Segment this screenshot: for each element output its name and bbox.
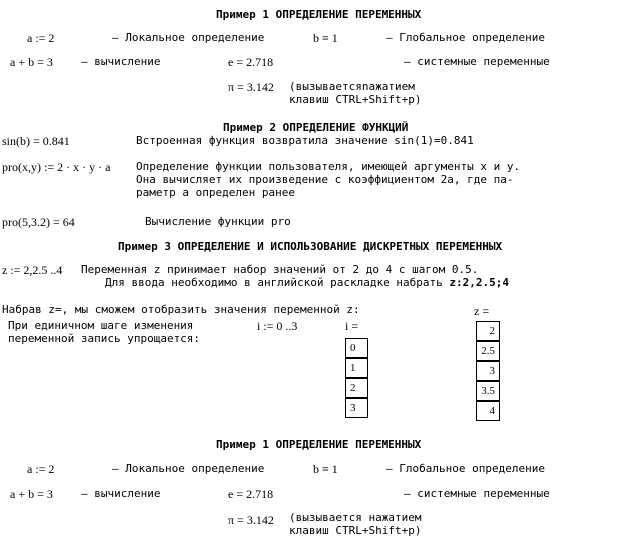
sum-evaluation-repeat-comment: – вычисление: [81, 487, 161, 500]
sum-evaluation[interactable]: a + b = 3: [10, 55, 53, 69]
b-definition-comment: – Глобальное определение: [386, 31, 545, 44]
z-display-label[interactable]: z =: [474, 304, 490, 318]
sum-evaluation-comment: – вычисление: [81, 55, 161, 68]
b-definition-repeat-comment: – Глобальное определение: [386, 462, 545, 475]
pro-function-definition[interactable]: pro(x,y) := 2 · x · y · a: [2, 160, 111, 174]
pi-evaluation-repeat-comment: (вызывается нажатием клавиш CTRL+Shift+p): [289, 511, 422, 537]
i-range-definition[interactable]: i := 0 ..3: [257, 319, 298, 333]
a-definition-repeat[interactable]: a := 2: [27, 462, 55, 476]
example1-repeat-title: Пример 1 ОПРЕДЕЛЕНИЕ ПЕРЕМЕННЫХ: [216, 438, 422, 451]
a-definition-repeat-comment: – Локальное определение: [112, 462, 265, 475]
pi-evaluation-repeat[interactable]: π = 3.142: [228, 513, 274, 527]
example1-title: Пример 1 ОПРЕДЕЛЕНИЕ ПЕРЕМЕННЫХ: [216, 8, 422, 21]
step-simplify-comment: При единичном шаге изменения переменной запись упрощается:: [8, 319, 201, 345]
z-range-comment-text: Для ввода необходимо в английской раскладке набрать: [105, 276, 450, 289]
sum-evaluation-repeat[interactable]: a + b = 3: [10, 487, 53, 501]
system-variables-repeat-comment: – системные переменные: [404, 487, 550, 500]
z-range-definition[interactable]: z := 2,2.5 ..4: [2, 263, 63, 277]
sin-evaluation-comment: Встроенная функция возвратила значение sin(1)=0.841: [136, 134, 474, 147]
sin-evaluation[interactable]: sin(b) = 0.841: [2, 134, 70, 148]
pi-evaluation[interactable]: π = 3.142: [228, 80, 274, 94]
system-variables-comment: – системные переменные: [404, 55, 550, 68]
z-result-cell[interactable]: 2: [476, 321, 500, 341]
z-range-comment-line1: Переменная z принимает набор значений от 2 до 4 с шагом 0.5.: [81, 263, 479, 276]
e-evaluation[interactable]: e = 2.718: [228, 55, 274, 69]
b-definition[interactable]: b ≡ 1: [313, 31, 338, 45]
z-result-cell[interactable]: 2.5: [476, 341, 500, 361]
b-definition-repeat[interactable]: b ≡ 1: [313, 462, 338, 476]
example2-title: Пример 2 ОПРЕДЕЛЕНИЕ ФУНКЦИЙ: [223, 121, 409, 134]
z-display-comment: Набрав z=, мы сможем отобразить значения переменной z:: [2, 303, 360, 316]
z-result-cell[interactable]: 4: [476, 401, 500, 421]
i-result-cell[interactable]: 1: [345, 358, 368, 378]
a-definition-comment: – Локальное определение: [112, 31, 265, 44]
z-input-keys: z:2,2.5;4: [449, 276, 509, 289]
e-evaluation-repeat[interactable]: e = 2.718: [228, 487, 274, 501]
pro-function-evaluation[interactable]: pro(5,3.2) = 64: [2, 215, 75, 229]
i-result-cell[interactable]: 2: [345, 378, 368, 398]
a-definition[interactable]: a := 2: [27, 31, 55, 45]
pro-function-comment: Определение функции пользователя, имеющей аргументы x и y. Она вычисляет их произведение с коэффициентом 2а, где па- раметр а определен ранее: [136, 160, 521, 199]
z-result-cell[interactable]: 3: [476, 361, 500, 381]
example3-title: Пример 3 ОПРЕДЕЛЕНИЕ И ИСПОЛЬЗОВАНИЕ ДИСКРЕТНЫХ ПЕРЕМЕННЫХ: [118, 240, 503, 253]
pro-evaluation-comment: Вычисление функции pro: [145, 215, 291, 228]
i-result-cell[interactable]: 3: [345, 398, 368, 418]
i-display-label[interactable]: i =: [345, 319, 359, 333]
z-range-comment-line2: [105, 276, 509, 289]
pi-evaluation-comment: (вызываетсяnажатием клавиш CTRL+Shift+p): [289, 80, 422, 106]
z-result-cell[interactable]: 3.5: [476, 381, 500, 401]
i-result-cell[interactable]: 0: [345, 338, 368, 358]
